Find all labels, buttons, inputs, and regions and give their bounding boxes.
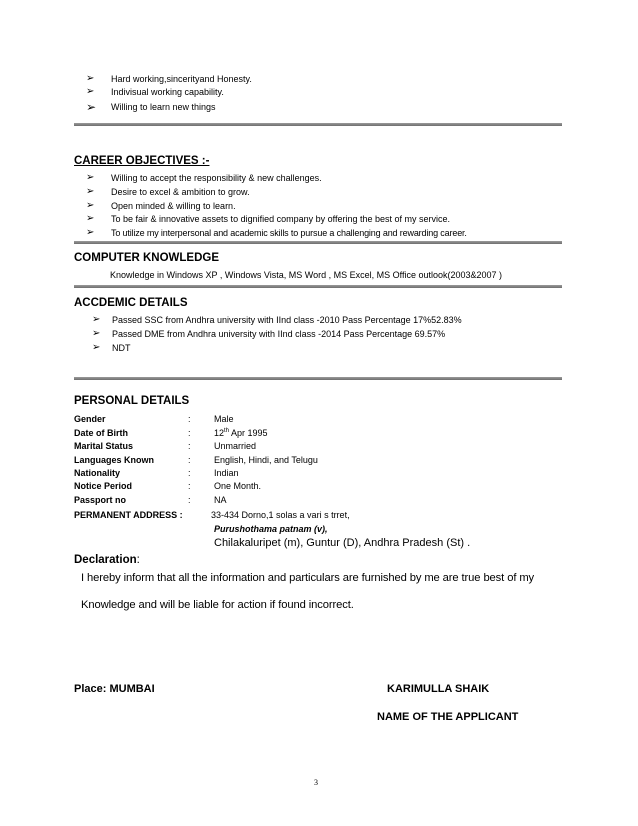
declaration-line-2: Knowledge and will be liable for action if found incorrect. [81,599,354,611]
languages-label: Languages Known [74,455,155,465]
colon: : [188,468,191,478]
dob-day: 12 [214,428,225,438]
gender-label: Gender [74,414,106,424]
arrow-bullet-icon: ➢ [86,200,95,211]
declaration-heading-text: Declaration [74,554,137,566]
marital-status-value: Unmarried [214,441,257,451]
colon: : [188,414,191,424]
arrow-bullet-icon: ➢ [86,227,95,238]
colon: : [188,481,191,491]
computer-knowledge-text: Knowledge in Windows XP , Windows Vista, MS Word , MS Excel, MS Office outlook(2003&2007 ) [110,270,503,280]
academic-details-heading: ACCDEMIC DETAILS [74,297,188,309]
career-item: To be fair & innovative assets to dignified company by offering the best of my service. [111,214,451,224]
passport-value: NA [214,495,227,505]
address-line-3: Chilakaluripet (m), Guntur (D), Andhra Pradesh (St) . [214,537,471,549]
section-divider [74,241,562,244]
arrow-bullet-icon: ➢ [86,73,95,84]
quality-text: Willing to learn new things [111,102,216,112]
notice-period-label: Notice Period [74,481,133,491]
colon: : [188,455,191,465]
career-item: Desire to excel & ambition to grow. [111,187,250,197]
personal-details-heading: PERSONAL DETAILS [74,395,190,407]
academic-item: NDT [112,343,131,353]
permanent-address-label: PERMANENT ADDRESS : [74,510,183,520]
arrow-bullet-icon: ➢ [86,186,95,197]
applicant-caption: NAME OF THE APPLICANT [377,711,519,723]
section-divider [74,123,562,126]
place-text: Place: MUMBAI [74,683,155,695]
career-item: To utilize my interpersonal and academic skills to pursue a challenging and rewarding career. [111,228,467,238]
marital-status-label: Marital Status [74,441,134,451]
colon: : [188,428,191,438]
applicant-name: KARIMULLA SHAIK [387,683,490,695]
career-item: Open minded & willing to learn. [111,201,236,211]
dob-month-year: Apr 1995 [229,428,268,438]
career-item: Willing to accept the responsibility & new challenges. [111,173,322,183]
address-line-1: 33-434 Dorno,1 solas a vari s trret, [211,510,350,520]
declaration-line-1: I hereby inform that all the information and particulars are furnished by me are true best of my [81,572,535,584]
academic-item: Passed SSC from Andhra university with IInd class -2010 Pass Percentage 17%52.83% [112,315,462,325]
dob-ordinal: th [224,428,230,434]
arrow-bullet-icon: ➢ [86,213,95,224]
page-number: 3 [314,778,318,787]
section-divider [74,377,562,380]
colon: : [188,495,191,505]
section-divider [74,285,562,288]
address-line-2: Purushothama patnam (v), [214,524,328,534]
languages-value: English, Hindi, and Telugu [214,455,318,465]
arrow-bullet-icon: ➢ [92,328,101,339]
nationality-label: Nationality [74,468,121,478]
academic-item: Passed DME from Andhra university with IInd class -2014 Pass Percentage 69.57% [112,329,446,339]
notice-period-value: One Month. [214,481,262,491]
nationality-value: Indian [214,468,239,478]
declaration-colon: : [136,554,140,566]
arrow-bullet-icon: ➢ [92,342,101,353]
arrow-bullet-icon: ➢ [92,314,101,325]
career-objectives-heading: CAREER OBJECTIVES :- [74,155,210,167]
quality-text: Hard working,sincerityand Honesty. [111,74,252,84]
dob-value [214,428,268,438]
declaration-heading [74,554,140,566]
passport-label: Passport no [74,495,127,505]
colon: : [188,441,191,451]
arrow-bullet-icon: ➢ [86,86,95,97]
arrow-bullet-icon: ➢ [86,172,95,183]
dob-label: Date of Birth [74,428,128,438]
gender-value: Male [214,414,234,424]
quality-text: Indivisual working capability. [111,87,224,97]
arrow-bullet-icon: ➢ [86,100,97,114]
computer-knowledge-heading: COMPUTER KNOWLEDGE [74,252,220,264]
